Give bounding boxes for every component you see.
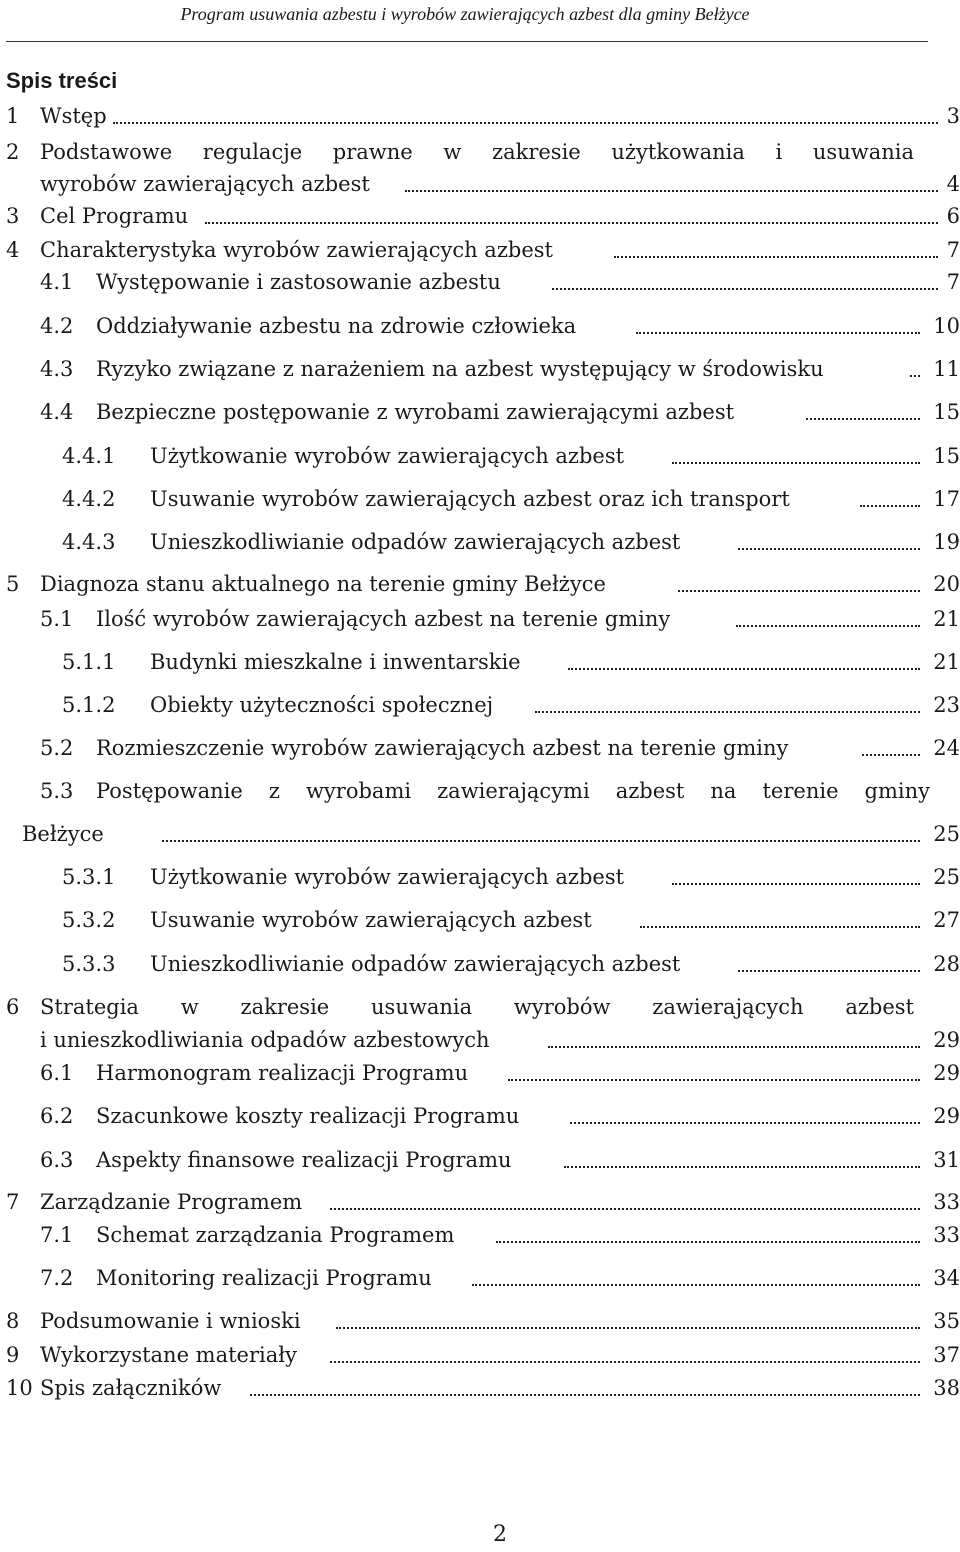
toc-entry-4-4[interactable] [0, 397, 960, 427]
toc-entry-4[interactable] [0, 235, 960, 265]
entry-page: 29 [933, 1061, 960, 1085]
entry-title: Monitoring realizacji Programu [96, 1266, 432, 1290]
entry-number: 4.4.2 [62, 487, 116, 511]
toc-entry-4-4-3[interactable] [0, 527, 960, 557]
entry-page: 15 [933, 400, 960, 424]
toc-entry-3[interactable] [0, 201, 960, 231]
entry-title: Bezpieczne postępowanie z wyrobami zawierającymi azbest [96, 400, 735, 424]
entry-title: Unieszkodliwianie odpadów zawierających azbest [150, 952, 681, 976]
entry-title: Harmonogram realizacji Programu [96, 1061, 469, 1085]
entry-page: 15 [933, 444, 960, 468]
entry-number: 4.4 [40, 400, 74, 424]
entry-page: 17 [933, 487, 960, 511]
entry-page: 6 [946, 204, 960, 228]
entry-title [40, 137, 914, 167]
dot-leader [330, 1208, 920, 1210]
toc-entry-6[interactable] [0, 992, 960, 1022]
entry-page: 19 [933, 530, 960, 554]
dot-leader [508, 1079, 920, 1081]
entry-number: 5.1 [40, 607, 74, 631]
entry-title: Oddziaływanie azbestu na zdrowie człowieka [96, 314, 577, 338]
entry-number: 5.3.3 [62, 952, 116, 976]
toc-entry-5-1-1[interactable] [0, 647, 960, 677]
toc-entry-5-1[interactable] [0, 604, 960, 634]
entry-page: 33 [933, 1223, 960, 1247]
entry-title-text: Podstawowe regulacje prawne w zakresie użytkowania i usuwania [40, 140, 914, 164]
toc-entry-5-3-cont[interactable] [0, 819, 960, 849]
entry-title: Cel Programu [40, 204, 189, 228]
entry-number: 9 [6, 1343, 20, 1367]
entry-title: Podsumowanie i wnioski [40, 1309, 301, 1333]
dot-leader [330, 1361, 920, 1363]
dot-leader [738, 548, 920, 550]
dot-leader [636, 332, 920, 334]
entry-number: 5.3 [40, 779, 74, 803]
dot-leader [162, 840, 920, 842]
entry-number: 5.3.2 [62, 908, 116, 932]
entry-title: Szacunkowe koszty realizacji Programu [96, 1104, 520, 1128]
entry-page: 11 [933, 357, 960, 381]
dot-leader [336, 1327, 920, 1329]
toc-entry-9[interactable] [0, 1340, 960, 1370]
dot-leader [564, 1166, 920, 1168]
entry-title: Charakterystyka wyrobów zawierających azbest [40, 238, 553, 262]
entry-title: Schemat zarządzania Programem [96, 1223, 455, 1247]
entry-number: 5.1.2 [62, 693, 116, 717]
page-number: 2 [493, 1522, 507, 1547]
entry-number: 5 [6, 572, 20, 596]
entry-number: 4.4.1 [62, 444, 116, 468]
toc-entry-5-1-2[interactable] [0, 690, 960, 720]
toc-entry-5-3-1[interactable] [0, 862, 960, 892]
entry-title: Użytkowanie wyrobów zawierających azbest [150, 865, 625, 889]
entry-title: Rozmieszczenie wyrobów zawierających azbest na terenie gminy [96, 736, 789, 760]
entry-title-text: Strategia w zakresie usuwania wyrobów zawierających azbest [40, 995, 914, 1019]
toc-entry-5[interactable] [0, 569, 960, 599]
entry-title: Występowanie i zastosowanie azbestu [96, 270, 501, 294]
dot-leader [862, 754, 920, 756]
entry-title: Unieszkodliwianie odpadów zawierających azbest [150, 530, 681, 554]
entry-page: 25 [933, 822, 960, 846]
toc-entry-4-2[interactable] [0, 311, 960, 341]
toc-entry-7-1[interactable] [0, 1220, 960, 1250]
entry-title-text: Postępowanie z wyrobami zawierającymi azbest na terenie gminy [96, 779, 930, 803]
dot-leader [496, 1241, 920, 1243]
toc-entry-5-2[interactable] [0, 733, 960, 763]
entry-title-continued: i unieszkodliwiania odpadów azbestowych [40, 1028, 490, 1052]
toc-entry-5-3-2[interactable] [0, 905, 960, 935]
entry-page: 34 [933, 1266, 960, 1290]
entry-page: 29 [933, 1104, 960, 1128]
toc-entry-6-3[interactable] [0, 1145, 960, 1175]
toc-entry-6-2[interactable] [0, 1101, 960, 1131]
dot-leader [113, 122, 938, 124]
dot-leader [672, 462, 920, 464]
dot-leader [250, 1394, 920, 1396]
entry-number: 7 [6, 1190, 20, 1214]
toc-entry-10[interactable] [0, 1373, 960, 1403]
toc-entry-6-cont[interactable] [0, 1025, 960, 1055]
entry-title: Zarządzanie Programem [40, 1190, 303, 1214]
toc-entry-8[interactable] [0, 1306, 960, 1336]
entry-page: 10 [933, 314, 960, 338]
entry-page: 4 [946, 172, 960, 196]
entry-number: 4.3 [40, 357, 74, 381]
toc-entry-4-3[interactable] [0, 354, 960, 384]
entry-title-continued: Bełżyce [22, 822, 104, 846]
entry-page: 35 [933, 1309, 960, 1333]
toc-title: Spis treści [6, 68, 118, 93]
dot-leader [738, 970, 920, 972]
entry-number: 4.4.3 [62, 530, 116, 554]
dot-leader [205, 222, 938, 224]
dot-leader [640, 926, 920, 928]
entry-title: Usuwanie wyrobów zawierających azbest oraz ich transport [150, 487, 790, 511]
toc-entry-7-2[interactable] [0, 1263, 960, 1293]
entry-title: Wykorzystane materiały [40, 1343, 297, 1367]
entry-page: 20 [933, 572, 960, 596]
entry-number: 7.1 [40, 1223, 74, 1247]
entry-number: 7.2 [40, 1266, 74, 1290]
dot-leader [535, 711, 920, 713]
entry-title: Budynki mieszkalne i inwentarskie [150, 650, 521, 674]
entry-page: 38 [933, 1376, 960, 1400]
toc-entry-5-3[interactable] [0, 776, 960, 806]
entry-page: 23 [933, 693, 960, 717]
toc-entry-7[interactable] [0, 1187, 960, 1217]
entry-page: 31 [933, 1148, 960, 1172]
entry-title [96, 776, 930, 806]
entry-number: 10 [6, 1376, 33, 1400]
entry-number: 4 [6, 238, 20, 262]
entry-page: 3 [946, 104, 960, 128]
entry-title: Obiekty użyteczności społecznej [150, 693, 494, 717]
entry-number: 1 [6, 104, 20, 128]
entry-page: 27 [933, 908, 960, 932]
dot-leader [570, 1122, 920, 1124]
running-header: Program usuwania azbestu i wyrobów zawierających azbest dla gminy Bełżyce [180, 4, 750, 24]
entry-title-continued: wyrobów zawierających azbest [40, 172, 370, 196]
entry-page: 37 [933, 1343, 960, 1367]
entry-page: 25 [933, 865, 960, 889]
toc-entry-6-1[interactable] [0, 1058, 960, 1088]
entry-number: 6.1 [40, 1061, 74, 1085]
entry-number: 2 [6, 140, 20, 164]
toc-entry-2[interactable] [0, 137, 960, 167]
entry-number: 6.3 [40, 1148, 74, 1172]
entry-page: 28 [933, 952, 960, 976]
entry-number: 4.2 [40, 314, 74, 338]
dot-leader [736, 625, 920, 627]
toc-entry-2-cont[interactable] [0, 169, 960, 199]
toc-entry-1[interactable] [0, 101, 960, 131]
entry-title: Aspekty finansowe realizacji Programu [96, 1148, 512, 1172]
entry-number: 5.1.1 [62, 650, 116, 674]
entry-title: Ilość wyrobów zawierających azbest na terenie gminy [96, 607, 671, 631]
entry-page: 29 [933, 1028, 960, 1052]
dot-leader [552, 288, 938, 290]
entry-number: 5.2 [40, 736, 74, 760]
dot-leader [678, 590, 920, 592]
entry-page: 21 [933, 650, 960, 674]
entry-title [40, 992, 914, 1022]
entry-number: 5.3.1 [62, 865, 116, 889]
entry-number: 3 [6, 204, 20, 228]
dot-leader [806, 418, 920, 420]
toc-entry-4-1[interactable] [0, 267, 960, 297]
entry-number: 6 [6, 995, 20, 1019]
entry-page: 24 [933, 736, 960, 760]
entry-title: Spis załączników [40, 1376, 222, 1400]
header-rule [6, 41, 928, 42]
entry-title: Wstęp [40, 104, 107, 128]
entry-number: 6.2 [40, 1104, 74, 1128]
dot-leader [405, 190, 938, 192]
entry-title: Użytkowanie wyrobów zawierających azbest [150, 444, 625, 468]
toc-entry-5-3-3[interactable] [0, 949, 960, 979]
dot-leader [548, 1046, 920, 1048]
entry-page: 7 [946, 270, 960, 294]
dot-leader [614, 256, 938, 258]
toc-entry-4-4-2[interactable] [0, 484, 960, 514]
dot-leader [860, 505, 920, 507]
dot-leader [568, 668, 920, 670]
dot-leader [472, 1284, 920, 1286]
entry-title: Diagnoza stanu aktualnego na terenie gminy Bełżyce [40, 572, 606, 596]
entry-number: 4.1 [40, 270, 74, 294]
dot-leader [672, 883, 920, 885]
entry-title: Usuwanie wyrobów zawierających azbest [150, 908, 592, 932]
entry-title: Ryzyko związane z narażeniem na azbest występujący w środowisku [96, 357, 824, 381]
entry-page: 33 [933, 1190, 960, 1214]
entry-number: 8 [6, 1309, 20, 1333]
toc-entry-4-4-1[interactable] [0, 441, 960, 471]
entry-page: 7 [946, 238, 960, 262]
entry-page: 21 [933, 607, 960, 631]
